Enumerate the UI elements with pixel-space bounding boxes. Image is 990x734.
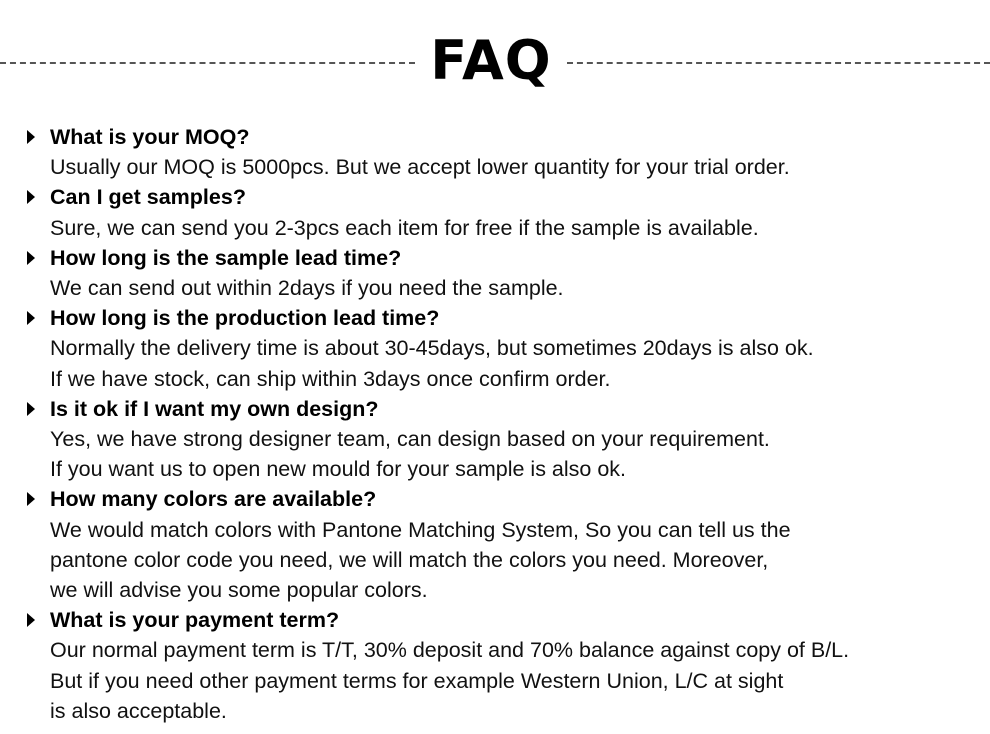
- faq-answer-line: Normally the delivery time is about 30-45days, but sometimes 20days is also ok.: [50, 336, 814, 361]
- faq-list: [0, 122, 990, 726]
- page-title: FAQ: [430, 29, 552, 92]
- dashed-divider-left: [0, 62, 415, 64]
- faq-answer-line: Yes, we have strong designer team, can design based on your requirement.: [50, 427, 770, 452]
- faq-item: [0, 605, 990, 726]
- triangle-bullet-icon: [27, 311, 35, 325]
- dashed-divider-right: [567, 62, 990, 64]
- faq-answer-line: we will advise you some popular colors.: [50, 578, 428, 603]
- faq-question: Can I get samples?: [50, 185, 246, 210]
- triangle-bullet-icon: [27, 492, 35, 506]
- triangle-bullet-icon: [27, 251, 35, 265]
- faq-answer-line: But if you need other payment terms for example Western Union, L/C at sight: [50, 668, 784, 693]
- triangle-bullet-icon: [27, 130, 35, 144]
- faq-answer-line: Usually our MOQ is 5000pcs. But we accept lower quantity for your trial order.: [50, 155, 790, 180]
- faq-answer-line: pantone color code you need, we will match the colors you need. Moreover,: [50, 547, 769, 572]
- faq-item: [0, 394, 990, 485]
- faq-item: [0, 182, 990, 242]
- faq-answer-line: If we have stock, can ship within 3days once confirm order.: [50, 366, 611, 391]
- faq-answer-line: We would match colors with Pantone Matching System, So you can tell us the: [50, 517, 791, 542]
- faq-item: [0, 122, 990, 182]
- faq-question: What is your MOQ?: [50, 125, 250, 149]
- faq-header: [0, 28, 990, 98]
- faq-answer-line: If you want us to open new mould for your sample is also ok.: [50, 457, 627, 482]
- faq-item: [0, 243, 990, 303]
- faq-question: Is it ok if I want my own design?: [50, 396, 379, 421]
- faq-question: How long is the production lead time?: [50, 306, 440, 331]
- faq-answer-line: is also acceptable.: [50, 698, 227, 723]
- faq-question: How long is the sample lead time?: [50, 245, 402, 270]
- triangle-bullet-icon: [27, 402, 35, 416]
- faq-answer-line: Sure, we can send you 2-3pcs each item for free if the sample is available.: [50, 215, 759, 240]
- triangle-bullet-icon: [27, 613, 35, 627]
- faq-question: What is your payment term?: [50, 608, 340, 633]
- faq-item: [0, 484, 990, 605]
- faq-answer-line: Our normal payment term is T/T, 30% deposit and 70% balance against copy of B/L.: [50, 638, 850, 663]
- faq-question: How many colors are available?: [50, 487, 377, 512]
- faq-item: [0, 303, 990, 394]
- triangle-bullet-icon: [27, 190, 35, 204]
- faq-answer-line: We can send out within 2days if you need the sample.: [50, 276, 564, 301]
